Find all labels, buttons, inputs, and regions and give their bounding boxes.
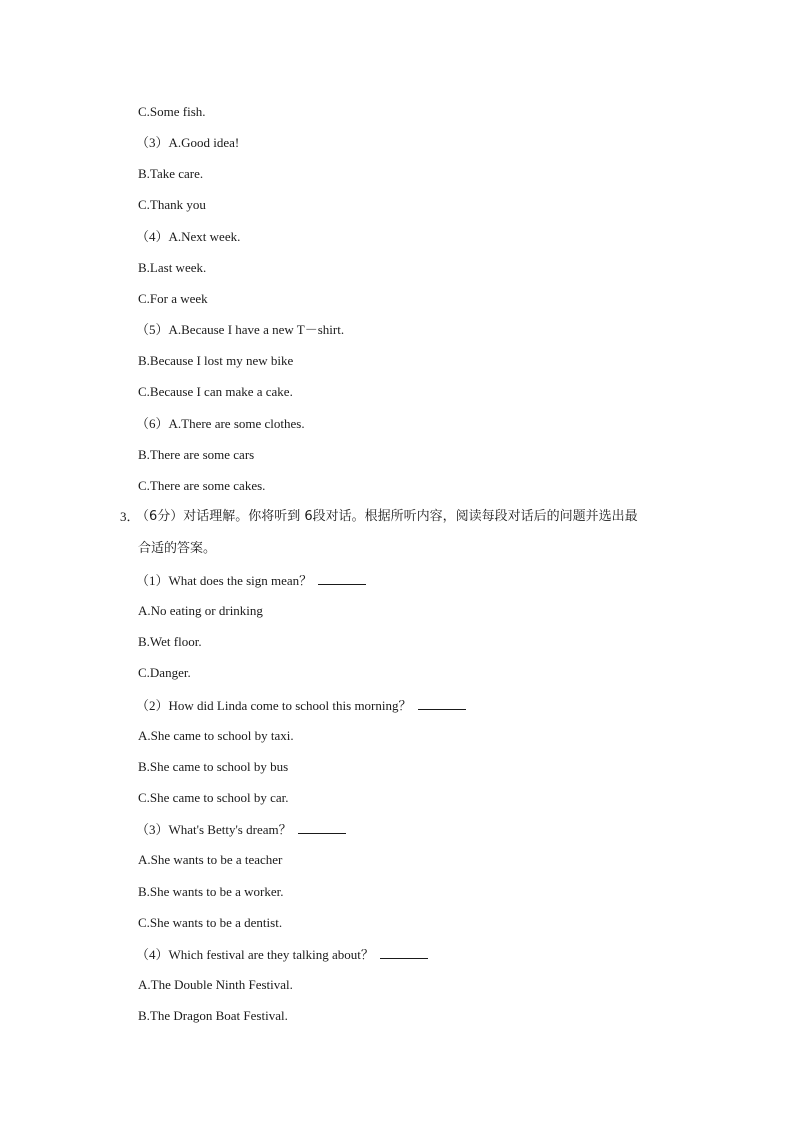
sub-question-line: （4）A.Next week.: [136, 229, 241, 244]
option-line: B.There are some cars: [138, 447, 255, 462]
sub-question-text: （3）What's Betty's dream？: [136, 822, 292, 837]
sub-question-text: （1）What does the sign mean？: [136, 573, 313, 588]
sub-question-text: （2）How did Linda come to school this morning？: [136, 698, 412, 713]
option-line: C.She wants to be a dentist.: [138, 915, 283, 930]
sub-question-line: [136, 821, 346, 838]
question-number: 3．: [120, 509, 140, 524]
option-line: B.Last week.: [138, 260, 207, 275]
option-line: A.The Double Ninth Festival.: [138, 977, 293, 992]
answer-blank[interactable]: [298, 821, 346, 834]
answer-blank[interactable]: [418, 697, 466, 710]
option-line: B.She came to school by bus: [138, 759, 289, 774]
sub-question-line: （3）A.Good idea!: [136, 135, 240, 150]
option-line: B.Wet floor.: [138, 634, 202, 649]
option-line: B.Because I lost my new bike: [138, 353, 294, 368]
option-line: B.Take care.: [138, 166, 204, 181]
option-line: C.Thank you: [138, 197, 206, 212]
option-line: C.Some fish.: [138, 104, 206, 119]
sub-question-line: [136, 697, 466, 714]
answer-blank[interactable]: [318, 572, 366, 585]
option-line: B.The Dragon Boat Festival.: [138, 1008, 288, 1023]
option-line: C.She came to school by car.: [138, 790, 289, 805]
option-line: A.She came to school by taxi.: [138, 728, 294, 743]
sub-question-line: （6）A.There are some clothes.: [136, 416, 305, 431]
sub-question-line: （5）A.Because I have a new T－shirt.: [136, 322, 345, 337]
question-instructions: （6分）对话理解。你将听到 6段对话。根据所听内容，阅读每段对话后的问题并选出最: [136, 509, 638, 524]
answer-blank[interactable]: [380, 946, 428, 959]
option-line: C.Because I can make a cake.: [138, 384, 293, 399]
question-instructions-cont: 合适的答案。: [138, 541, 217, 556]
option-line: C.There are some cakes.: [138, 478, 266, 493]
sub-question-line: [136, 572, 366, 589]
sub-question-line: [136, 946, 428, 963]
option-line: C.Danger.: [138, 665, 191, 680]
option-line: A.No eating or drinking: [138, 603, 263, 618]
option-line: A.She wants to be a teacher: [138, 852, 283, 867]
option-line: C.For a week: [138, 291, 208, 306]
sub-question-text: （4）Which festival are they talking about？: [136, 947, 374, 962]
option-line: B.She wants to be a worker.: [138, 884, 284, 899]
